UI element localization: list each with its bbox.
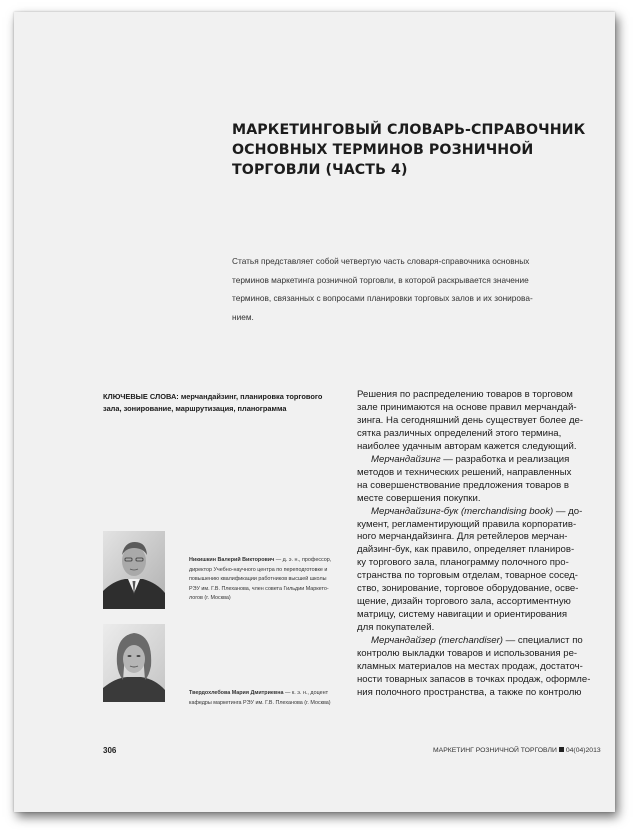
title-line: ТОРГОВЛИ (ЧАСТЬ 4) — [232, 162, 408, 178]
bio-text: — д. э. н., профессор, — [274, 557, 332, 563]
journal-name: МАРКЕТИНГ РОЗНИЧНОЙ ТОРГОВЛИ — [433, 747, 557, 754]
author-name: Никишкин Валерий Викторович — [189, 557, 275, 563]
body-line — [357, 506, 602, 519]
body-line — [357, 493, 602, 506]
article-title — [232, 120, 592, 180]
body-line-text: ния полочного пространства, а также по контролю — [357, 686, 582, 698]
body-line-text: — разработка и реализация — [440, 453, 570, 465]
keywords-line — [103, 403, 343, 415]
square-bullet-icon — [559, 747, 564, 752]
body-line-text: ку торгового зала, планограмму полочного про- — [357, 557, 569, 569]
journal-issue: 04(04)2013 — [565, 747, 601, 754]
body-line — [357, 622, 602, 635]
body-line-text: кумент, регламентирующий правила корпоратив- — [357, 518, 577, 530]
body-line — [357, 544, 602, 557]
body-line — [357, 441, 602, 454]
body-line-text: контролю выкладки товаров и использования ре- — [357, 648, 578, 660]
journal-page — [14, 12, 615, 812]
body-line — [357, 531, 602, 544]
bio-line — [189, 585, 339, 595]
author-name: Твердохлебова Мария Дмитриевна — [189, 690, 284, 696]
author-photo-tverdokhlebova — [103, 624, 165, 702]
journal-footer — [433, 747, 601, 754]
body-line — [357, 557, 602, 570]
body-line — [357, 389, 602, 402]
body-line — [357, 687, 602, 700]
body-line — [357, 609, 602, 622]
bio-line — [189, 594, 339, 604]
body-line-text: странства по торговым отделам, товарное сосед- — [357, 570, 578, 582]
body-line-text: наиболее удачным авторам кажется следующий. — [357, 440, 577, 452]
keywords — [103, 391, 343, 414]
body-line-text: методов и технических решений, направленных — [357, 466, 572, 478]
body-line-text: на совершенствование предложения товаров в — [357, 479, 569, 491]
body-line — [357, 583, 602, 596]
abstract-line: Статья представляет собой четвертую часть словаря-справочника основных — [232, 256, 530, 266]
body-line — [357, 661, 602, 674]
body-line-text: щение, дизайн торгового зала, ассортиментную — [357, 596, 571, 608]
author-bio-nikishkin — [189, 556, 339, 604]
abstract-line: терминов маркетинга розничной торговли, в которой раскрывается значение — [232, 274, 529, 285]
body-line-text: дайзинг-бук, как правило, определяет планиров- — [357, 544, 575, 556]
body-line — [357, 674, 602, 687]
keywords-line — [103, 391, 343, 403]
bio-line — [189, 699, 339, 709]
article-abstract — [232, 252, 592, 326]
body-line-text: для покупателей. — [357, 622, 435, 634]
body-line-text: зинга. На сегодняшний день существует более де- — [357, 414, 584, 426]
term: Мерчандайзинг — [371, 453, 441, 465]
article-body-text — [357, 389, 602, 700]
body-line — [357, 428, 602, 441]
body-line-text: — до- — [553, 505, 583, 517]
page-number: 306 — [103, 746, 117, 755]
body-line-text: зале принимаются на основе правил мерчандай- — [357, 401, 577, 413]
bio-line — [189, 566, 339, 576]
body-line-text: кламных материалов на местах продаж, достаточ- — [357, 661, 583, 673]
body-line — [357, 402, 602, 415]
bio-text: логов (г. Москва) — [189, 595, 231, 602]
body-line-text: ство, зонирование, торговое оборудование, осве- — [357, 583, 579, 595]
bio-text: повышению квалификации работников высшей школы — [189, 576, 327, 583]
author-bio-tverdokhlebova — [189, 689, 339, 708]
body-line-text: ного мерчандайзинга. Для ретейлеров мерчан- — [357, 531, 568, 543]
body-line — [357, 454, 602, 467]
body-line-text: ности товарных запасов в точках продаж, оформле- — [357, 673, 591, 685]
title-line: МАРКЕТИНГОВЫЙ СЛОВАРЬ-СПРАВОЧНИК — [232, 122, 586, 138]
title-line: ОСНОВНЫХ ТЕРМИНОВ РОЗНИЧНОЙ — [232, 142, 534, 158]
bio-line — [189, 575, 339, 585]
body-line-text: матрицу, систему навигации и ориентирования — [357, 609, 568, 621]
body-line — [357, 467, 602, 480]
abstract-line: нием. — [232, 311, 254, 322]
bio-line — [189, 689, 339, 699]
body-line — [357, 519, 602, 532]
bio-text: директор Учебно-научного центра по переподготовке и — [189, 566, 328, 573]
keywords-label: КЛЮЧЕВЫЕ СЛОВА: — [103, 392, 179, 401]
abstract-line: терминов, связанных с вопросами планировки торговых залов и их зонирова- — [232, 293, 533, 304]
bio-text: РЭУ им. Г.В. Плеханова, член совета Гильдии Маркето- — [189, 585, 329, 592]
term: Мерчандайзер (merchandiser) — [371, 635, 503, 647]
bio-text: кафедры маркетинга РЭУ им. Г.В. Плеханова (г. Москва) — [189, 699, 331, 706]
bio-text: — к. э. н., доцент — [283, 690, 329, 696]
body-line — [357, 596, 602, 609]
body-line-text: — специалист по — [502, 635, 583, 647]
body-line — [357, 648, 602, 661]
body-line-text: сятка различных определений этого термина, — [357, 427, 562, 439]
term: Мерчандайзинг-бук (merchandising book) — [371, 505, 554, 517]
bio-line — [189, 556, 339, 566]
keywords-text: зала, зонирование, маршрутизация, планограмма — [103, 403, 287, 413]
keywords-text: мерчандайзинг, планировка торгового — [178, 392, 323, 401]
body-line — [357, 570, 602, 583]
body-line — [357, 480, 602, 493]
body-line-text: месте совершения покупки. — [357, 492, 481, 504]
body-line-text: Решения по распределению товаров в торговом — [357, 389, 573, 400]
body-line — [357, 635, 602, 648]
author-photo-nikishkin — [103, 531, 165, 609]
body-line — [357, 415, 602, 428]
